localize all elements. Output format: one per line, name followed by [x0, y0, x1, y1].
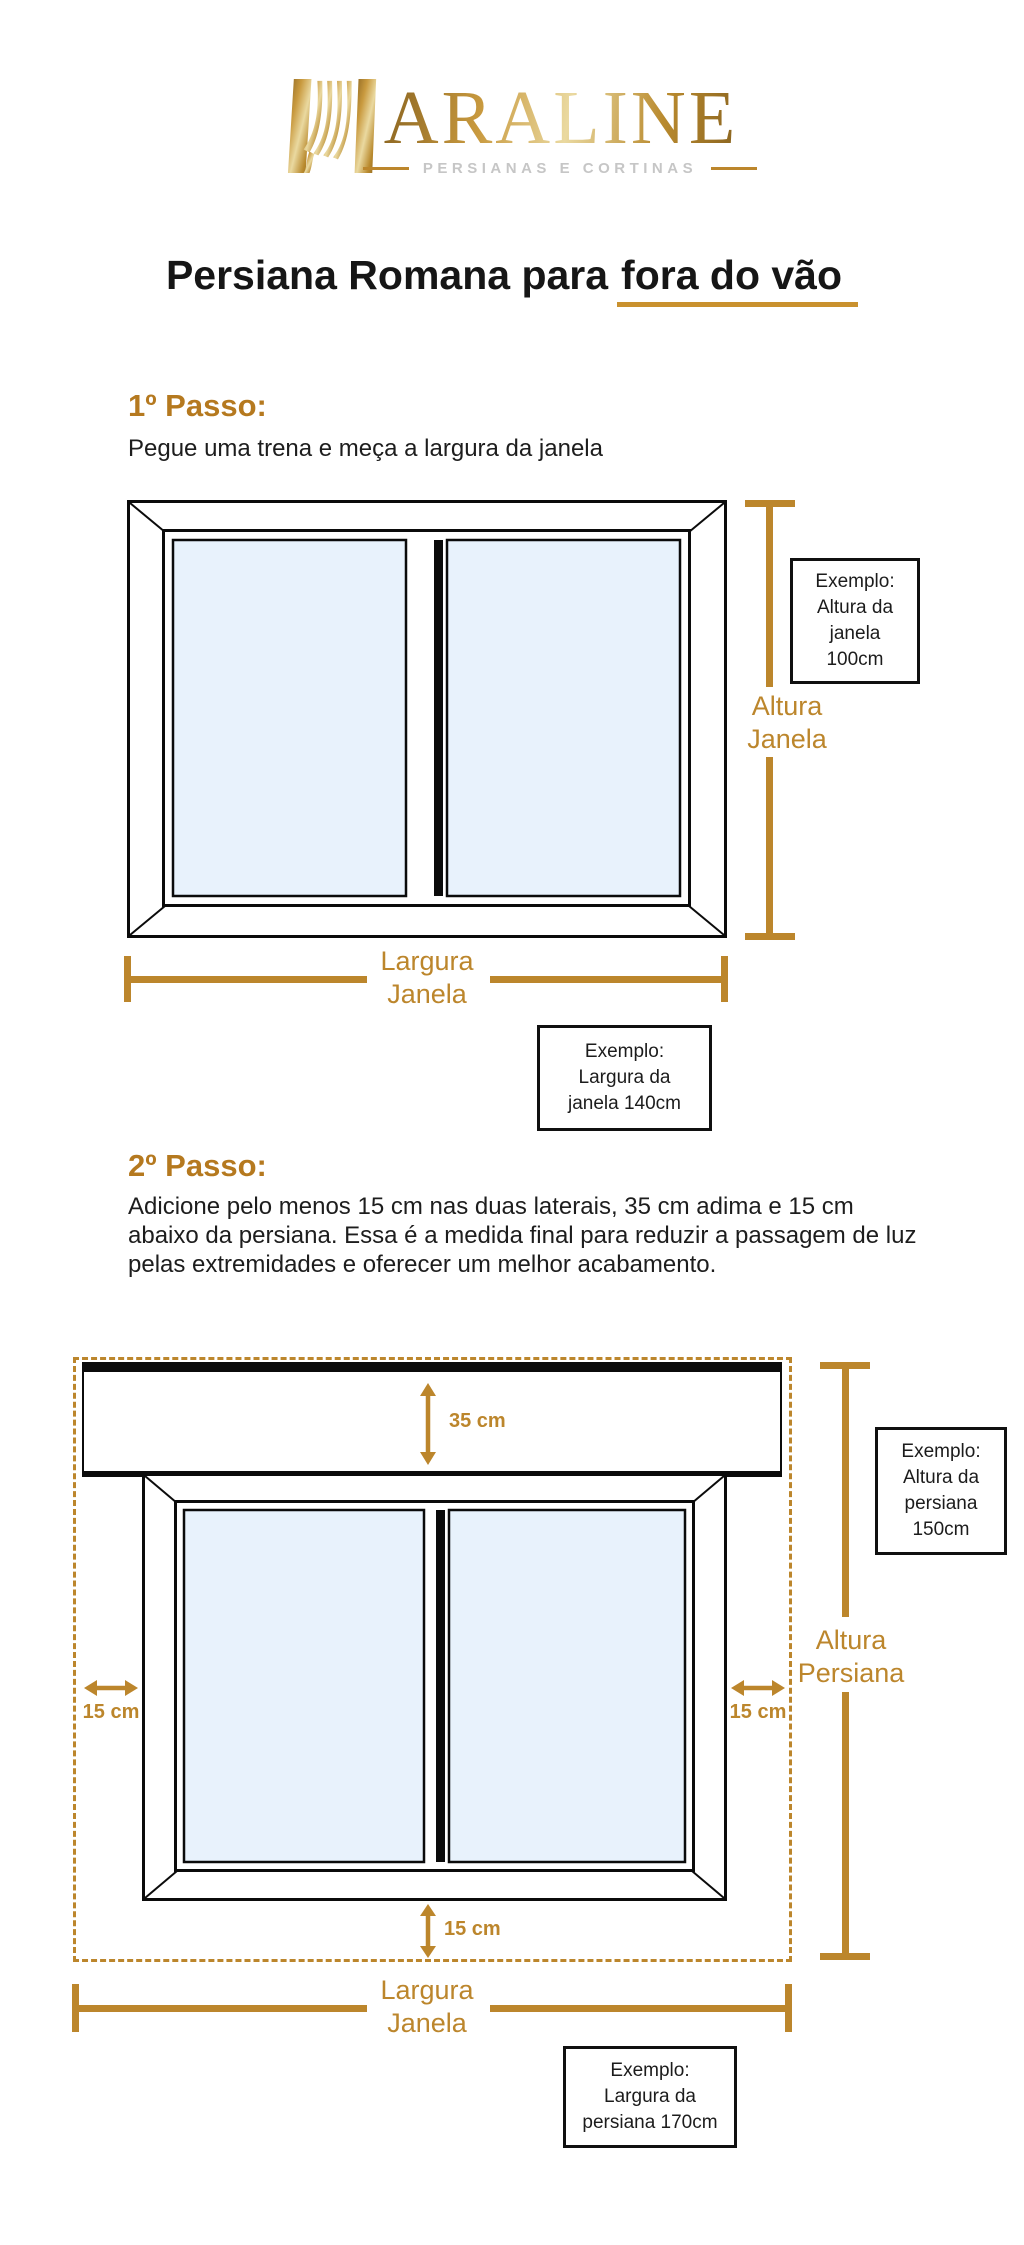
width-label-line1: Largura [380, 1975, 474, 2005]
window-2-illustration [142, 1473, 727, 1901]
brand-logo [0, 76, 1024, 177]
arrow-15cm-right-icon [730, 1679, 786, 1697]
step-1-text: Pegue uma trena e meça a largura da janela [128, 435, 603, 462]
measure-line-upper [766, 505, 773, 687]
label-35cm: 35 cm [449, 1410, 506, 1432]
arrow-35cm-icon [419, 1382, 437, 1466]
example-box-largura-persiana [563, 2046, 737, 2148]
example-line: Exemplo: [610, 2060, 690, 2081]
example-line: Altura da [816, 597, 894, 618]
example-line: 150cm [912, 1519, 970, 1540]
height-label-line2: Janela [747, 724, 827, 754]
brand-logo-inner [267, 76, 757, 177]
width-measure-label-1 [352, 945, 502, 1011]
measure-line-left [129, 976, 367, 983]
measure-cap-bottom [745, 933, 795, 940]
measure-line-lower [842, 1692, 849, 1956]
height-label-line1: Altura [815, 1625, 887, 1655]
example-line: Exemplo: [584, 1041, 665, 1062]
brand-tagline-row [363, 160, 757, 177]
height-label-line1: Altura [751, 691, 823, 721]
height-label-line2: Persiana [797, 1658, 905, 1688]
example-line: persiana [904, 1493, 978, 1514]
example-line: persiana 170cm [582, 2112, 718, 2133]
example-line: Exemplo: [901, 1441, 981, 1462]
measure-line-left [77, 2005, 367, 2012]
step-1-heading: 1º Passo: [128, 388, 267, 423]
brand-name: ARALINE [383, 75, 739, 160]
example-box-largura-janela [537, 1025, 712, 1131]
label-15cm-left: 15 cm [82, 1701, 140, 1723]
width-label-line2: Janela [387, 979, 467, 1009]
height-measure-label-2 [785, 1624, 917, 1690]
measure-cap-right [721, 956, 728, 1002]
measure-line-upper [842, 1367, 849, 1617]
step-2-text: Adicione pelo menos 15 cm nas duas laterais, 35 cm adima e 15 cm abaixo da persiana. Essa é a medida final para reduzir a passagem de luz pelas extremidades e oferecer um melhor acabamento. [128, 1193, 917, 1278]
width-label-line1: Largura [380, 946, 474, 976]
example-box-altura-janela [790, 558, 920, 684]
window-1-illustration [127, 500, 727, 938]
height-measure-label-1 [728, 690, 846, 756]
example-line: Largura da [578, 1067, 671, 1088]
width-label-line2: Janela [387, 2008, 467, 2038]
example-line: Largura da [604, 2086, 696, 2107]
page-title-underlined: fora do vão [617, 252, 858, 307]
width-measure-label-2 [352, 1974, 502, 2040]
arrow-15cm-left-icon [83, 1679, 139, 1697]
example-line: janela 140cm [567, 1093, 682, 1114]
measure-cap-right [785, 1984, 792, 2032]
example-line: 100cm [826, 649, 884, 670]
measure-line-lower [766, 757, 773, 935]
measure-cap-bottom [820, 1953, 870, 1960]
label-15cm-right: 15 cm [729, 1701, 787, 1723]
label-15cm-bottom: 15 cm [444, 1918, 501, 1940]
example-line: Exemplo: [815, 571, 895, 592]
measure-line-right [490, 2005, 787, 2012]
example-line: janela [829, 623, 881, 644]
arrow-15cm-bottom-icon [419, 1903, 437, 1959]
measure-line-right [490, 976, 723, 983]
tagline-dash-right [711, 167, 757, 170]
page-title [0, 252, 1024, 299]
page-title-prefix: Persiana Romana para [165, 252, 609, 298]
tagline-dash-left [363, 167, 409, 170]
example-line: Altura da [902, 1467, 980, 1488]
step-2-heading: 2º Passo: [128, 1148, 267, 1183]
example-box-altura-persiana [875, 1427, 1007, 1555]
brand-tagline: PERSIANAS E CORTINAS [422, 160, 698, 177]
